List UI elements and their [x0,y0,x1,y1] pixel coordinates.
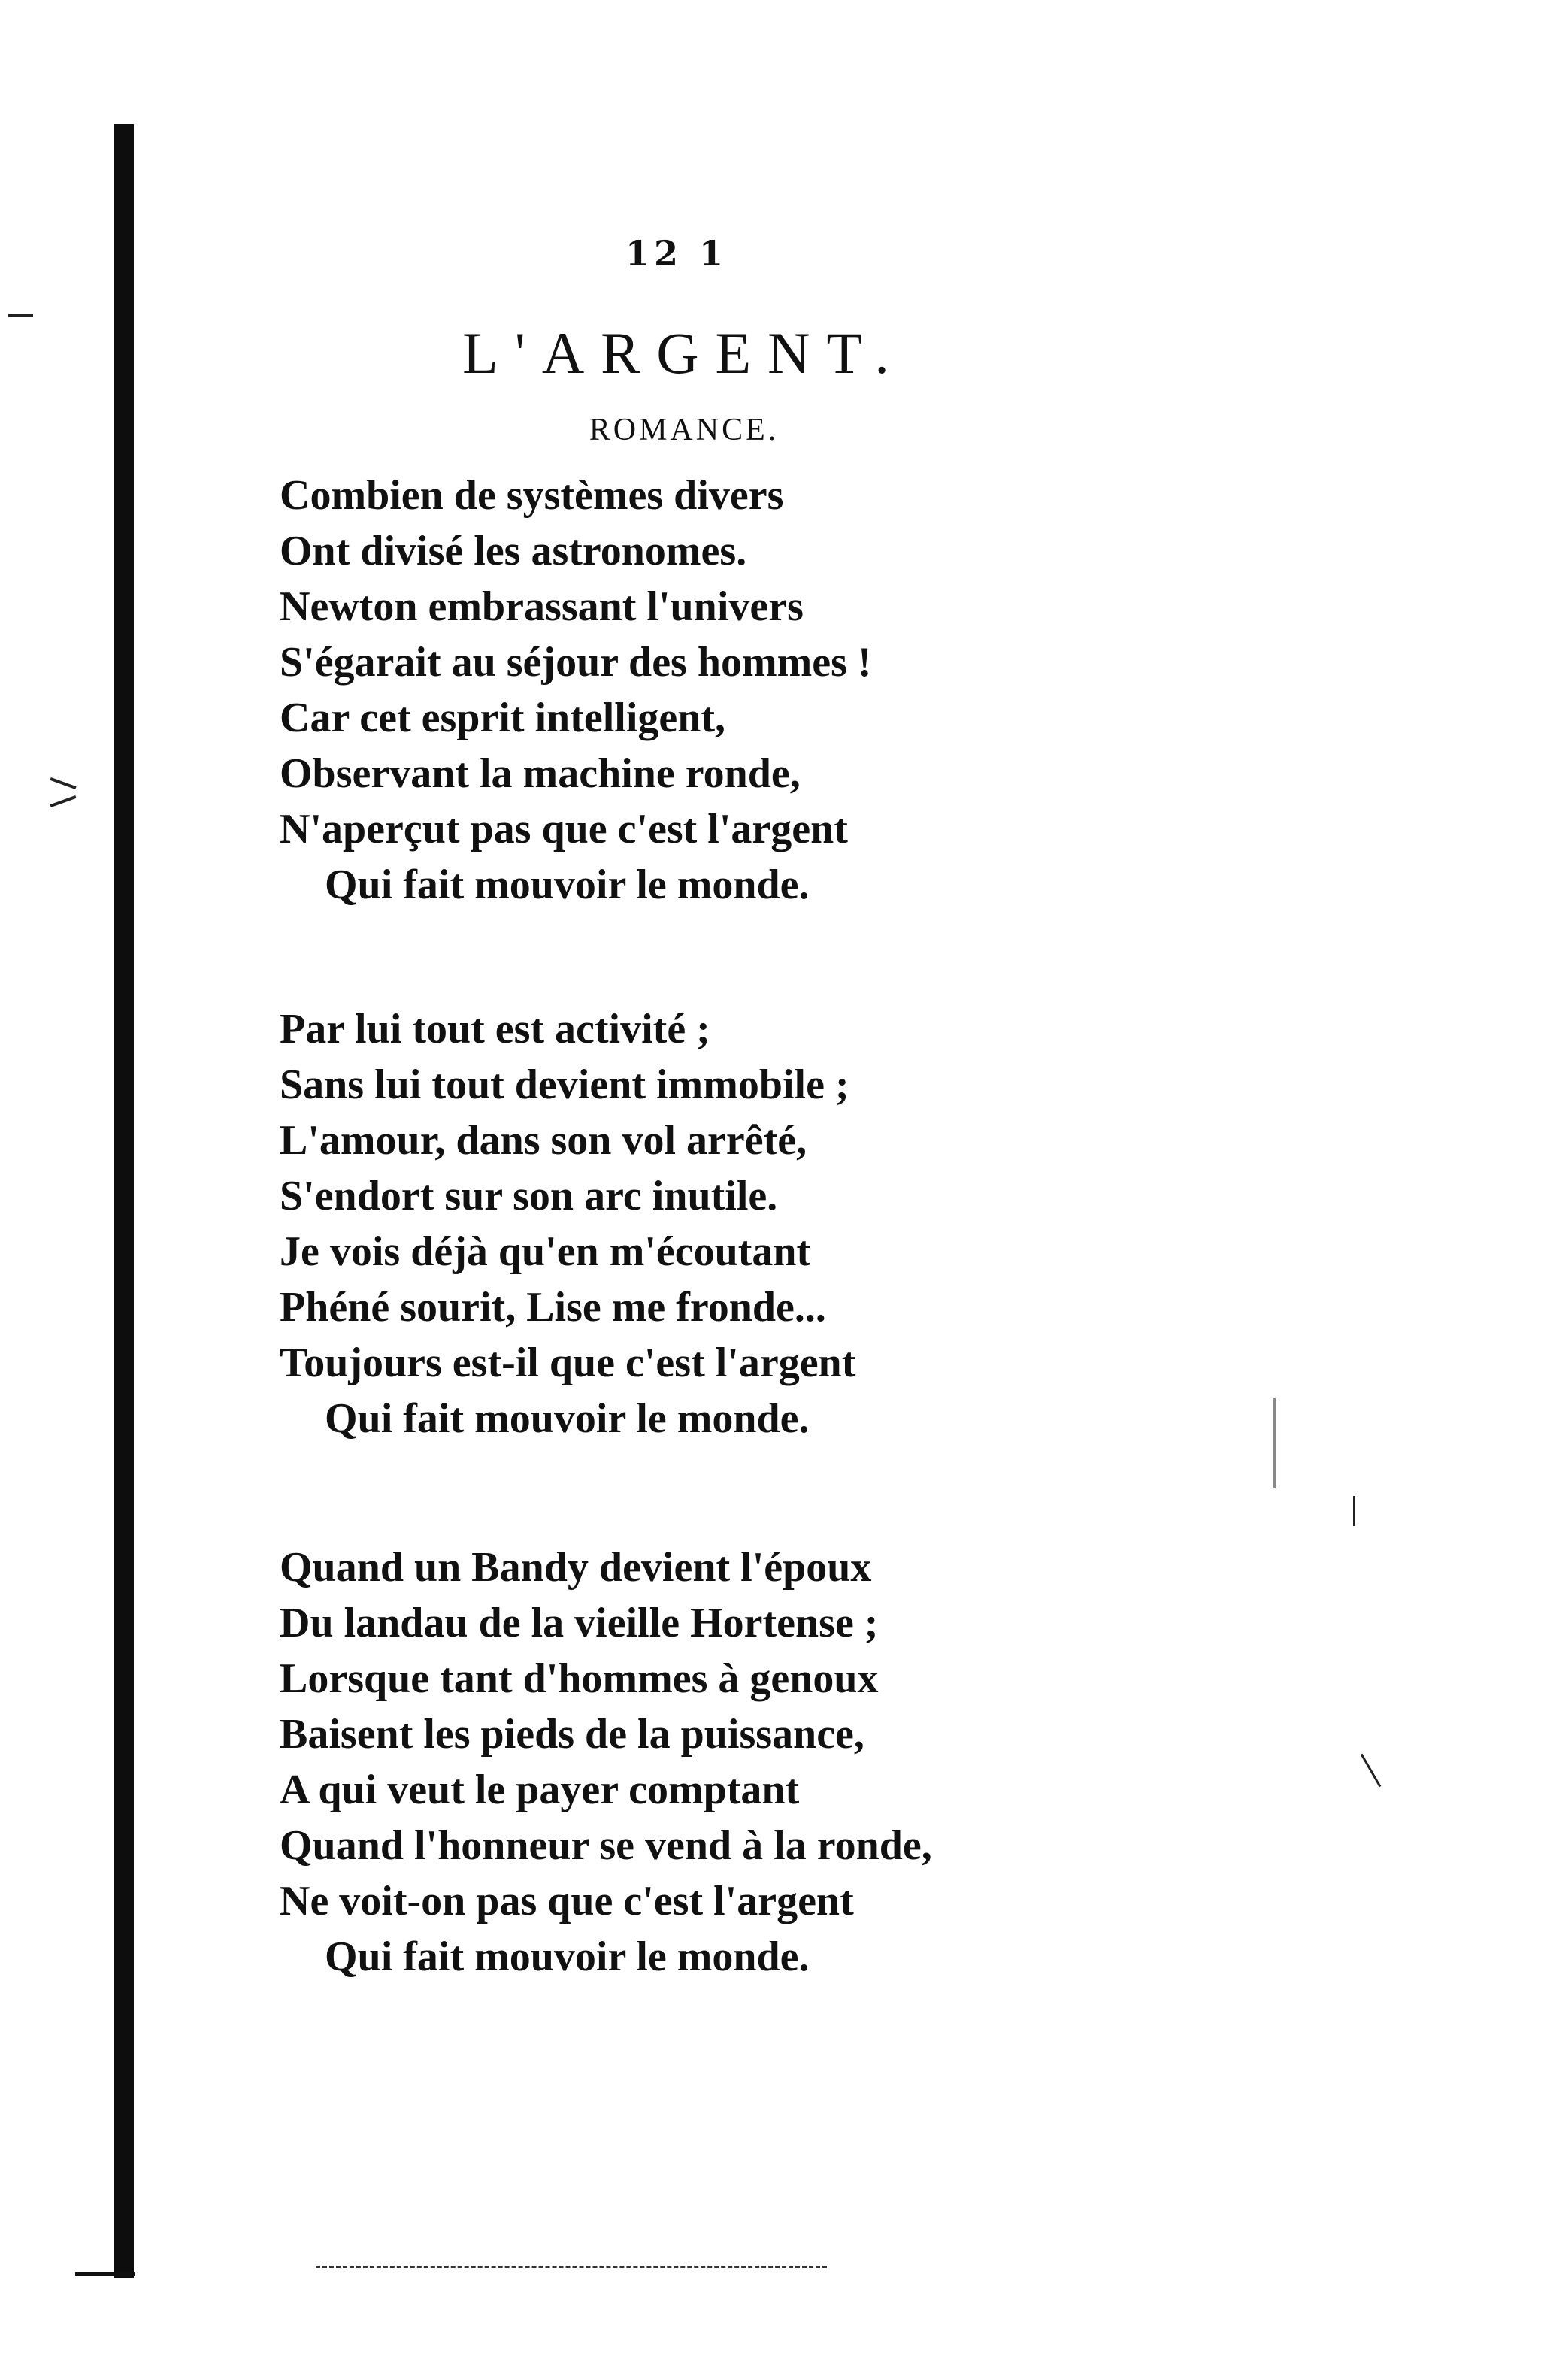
margin-mark [1353,1496,1355,1526]
verse-line: Phéné sourit, Lise me fronde... [280,1284,826,1331]
verse-line: S'endort sur son arc inutile. [280,1173,778,1219]
verse-line: Car cet esprit intelligent, [280,695,726,741]
verse-line: Toujours est-il que c'est l'argent [280,1340,856,1386]
verse-line: Du landau de la vieille Hortense ; [280,1600,879,1646]
verse-line: A qui veut le payer comptant [280,1767,800,1813]
verse-line: Ne voit-on pas que c'est l'argent [280,1878,854,1924]
margin-mark [8,314,33,317]
binding-edge-rule [114,124,134,2278]
verse-line: Quand un Bandy devient l'époux [280,1544,872,1591]
verse-line: Par lui tout est activité ; [280,1006,710,1052]
verse-line: N'aperçut pas que c'est l'argent [280,806,848,852]
refrain-line: Qui fait mouvoir le monde. [325,861,810,908]
bottom-smudge [316,2261,827,2268]
verse-line: Quand l'honneur se vend à la ronde, [280,1822,932,1869]
verse-line: Baisent les pieds de la puissance, [280,1711,864,1758]
binding-edge-foot [75,2272,135,2276]
refrain-line: Qui fait mouvoir le monde. [325,1933,810,1980]
verse-line: Observant la machine ronde, [280,750,801,797]
stanza [280,468,1031,913]
verse-line: S'égarait au séjour des hommes ! [280,639,872,686]
verse-line: Combien de systèmes divers [280,472,784,519]
verse-line: Newton embrassant l'univers [280,583,804,630]
margin-mark [1273,1398,1276,1488]
margin-mark [50,795,76,807]
page-number: 12 1 [625,233,728,274]
verse-line: Je vois déjà qu'en m'écoutant [280,1228,811,1275]
margin-mark [50,777,76,789]
refrain-line: Qui fait mouvoir le monde. [325,1395,810,1442]
stanza [280,1001,1031,1446]
stanza [280,1540,1031,1985]
margin-mark [1361,1754,1382,1788]
page-title: L'ARGENT. [462,320,906,386]
verse-line: L'amour, dans son vol arrêté, [280,1117,807,1164]
verse-line: Lorsque tant d'hommes à genoux [280,1655,879,1702]
verse-line: Sans lui tout devient immobile ; [280,1061,849,1108]
verse-line: Ont divisé les astronomes. [280,528,747,574]
page-subtitle: ROMANCE. [589,413,780,447]
